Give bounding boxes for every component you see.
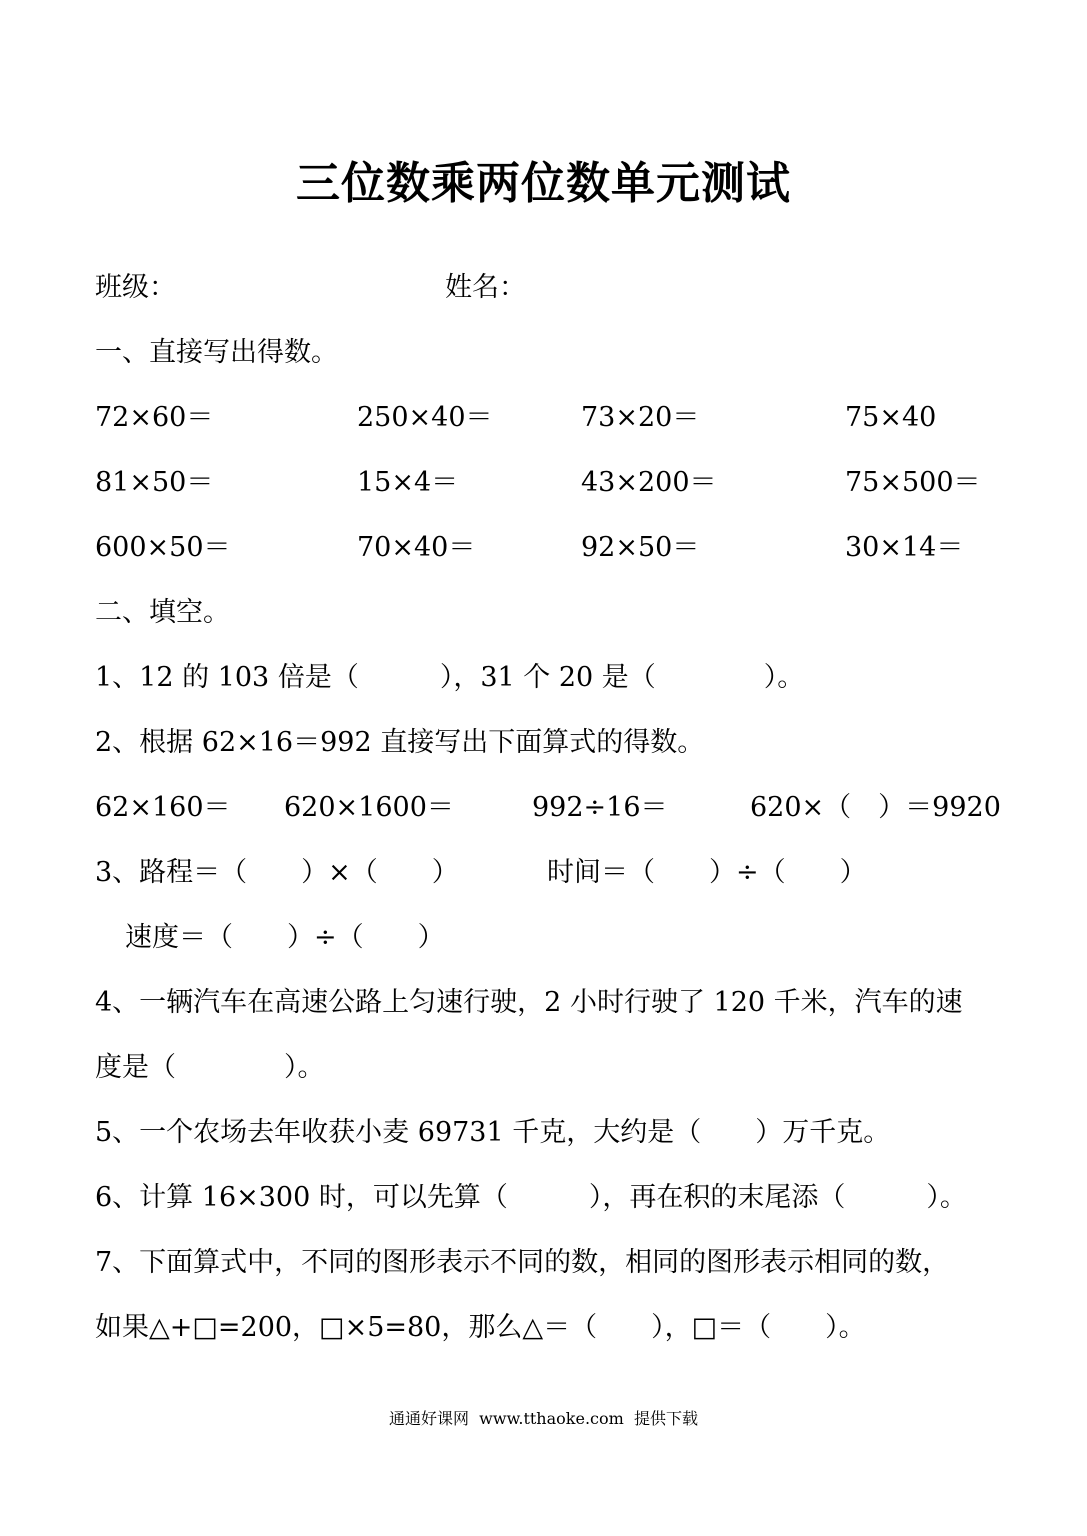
name-label: 姓名： xyxy=(445,272,526,303)
question-4: 4、一辆汽车在高速公路上匀速行驶，2 小时行驶了 120 千米，汽车的速 xyxy=(95,987,963,1018)
problem: 992÷16＝ xyxy=(532,792,668,823)
section-heading: 一、直接写出得数。 xyxy=(95,337,338,368)
question-5: 5、一个农场去年收获小麦 69731 千克，大约是（ ）万千克。 xyxy=(95,1117,891,1148)
problem: 600×50＝ xyxy=(95,532,231,563)
question-1: 1、12 的 103 倍是（ ），31 个 20 是（ ）。 xyxy=(95,662,805,693)
problem: 70×40＝ xyxy=(357,532,476,563)
question-7: 7、下面算式中，不同的图形表示不同的数，相同的图形表示相同的数， xyxy=(95,1247,950,1278)
problem: 75×500＝ xyxy=(845,467,981,498)
problem: 62×160＝ xyxy=(95,792,231,823)
problem: 620×1600＝ xyxy=(284,792,454,823)
problem: 30×14＝ xyxy=(845,532,964,563)
section-heading: 二、填空。 xyxy=(95,597,230,628)
problem: 15×4＝ xyxy=(357,467,459,498)
problem: 620×（ ）＝9920 xyxy=(750,792,1001,823)
problem: 250×40＝ xyxy=(357,402,493,433)
question-3-speed: 速度＝（ ）÷（ ） xyxy=(125,922,445,953)
problem: 43×200＝ xyxy=(581,467,717,498)
question-2: 2、根据 62×16＝992 直接写出下面算式的得数。 xyxy=(95,727,705,758)
class-label: 班级： xyxy=(95,272,176,303)
page-title: 三位数乘两位数单元测试 xyxy=(296,158,791,209)
problem: 72×60＝ xyxy=(95,402,214,433)
problem: 75×40 xyxy=(845,402,937,433)
question-6: 6、计算 16×300 时，可以先算（ ），再在积的末尾添（ ）。 xyxy=(95,1182,967,1213)
problem: 81×50＝ xyxy=(95,467,214,498)
problem: 73×20＝ xyxy=(581,402,700,433)
problem: 92×50＝ xyxy=(581,532,700,563)
question-4-cont: 度是（ ）。 xyxy=(95,1052,325,1083)
question-7-cont: 如果△+□=200，□×5=80，那么△＝（ ），□＝（ ）。 xyxy=(95,1312,866,1343)
footer-source: 通通好课网 www.tthaoke.com 提供下载 xyxy=(389,1409,698,1428)
question-3-time: 时间＝（ ）÷（ ） xyxy=(547,857,867,888)
question-3-distance: 3、路程＝（ ）×（ ） xyxy=(95,857,459,888)
